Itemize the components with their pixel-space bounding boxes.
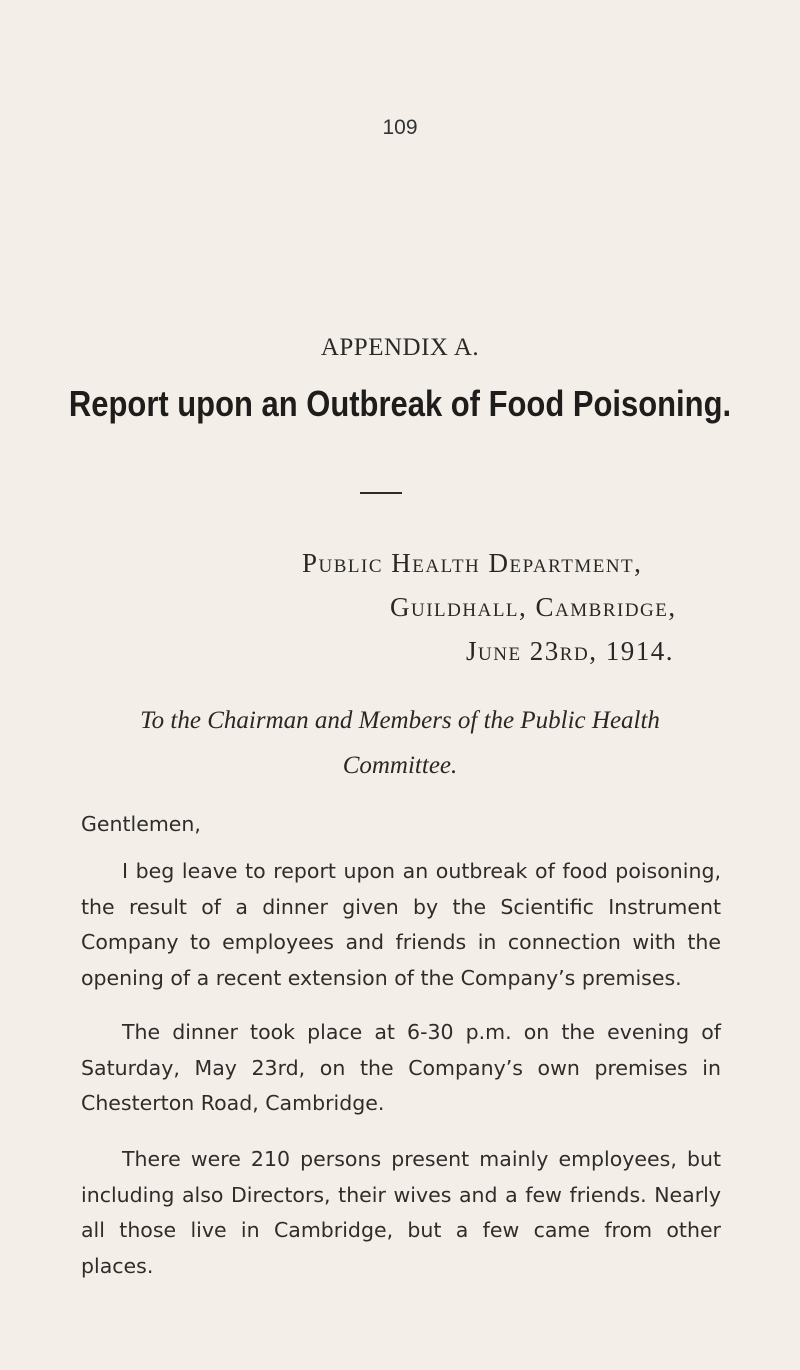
report-title: Report upon an Outbreak of Food Poisoning.	[68, 383, 732, 424]
greeting: Gentlemen,	[81, 812, 201, 836]
paragraph-1: I beg leave to report upon an outbreak of food poisoning, the result of a dinner given by the Scientific Instrument Company to employees and friends in connection with the opening of a recent extension of the Company’s premises.	[81, 859, 721, 990]
appendix-heading: APPENDIX A.	[320, 334, 480, 361]
paragraph-2: The dinner took place at 6-30 p.m. on the evening of Saturday, May 23rd, on the Company’s own premises in Chesterton Road, Cambridge.	[81, 1020, 721, 1115]
addressee-line-2: Committee.	[342, 752, 458, 779]
title-divider	[360, 492, 402, 494]
addressee	[0, 698, 800, 788]
address-line-department: Public Health Department,	[302, 548, 643, 578]
addressee-line-1: To the Chairman and Members of the Public Health	[140, 707, 660, 734]
paragraph-3: There were 210 persons present mainly employees, but including also Directors, their wives and a few friends. Nearly all those live in Cambridge, but a few came from other places.	[81, 1147, 721, 1278]
address-line-location: Guildhall, Cambridge,	[390, 592, 677, 622]
address-line-date: June 23rd, 1914.	[466, 636, 674, 666]
page-number: 109	[382, 116, 418, 139]
